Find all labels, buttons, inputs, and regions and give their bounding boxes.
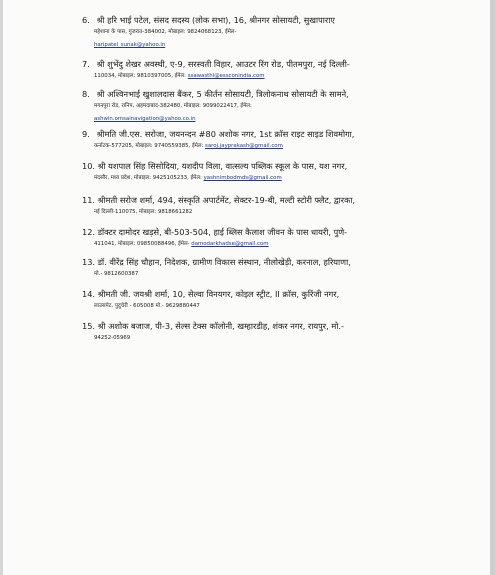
entry-line [82,320,432,332]
email-link[interactable]: ssawasthi@essconindia.com [187,73,265,80]
email-link[interactable]: yashnimbodmds@gmail.com [203,175,282,182]
entry-text: श्री अश्विनभाई खुशालदास बैंकर, 5 कीर्तन सोसायटी, त्रिलोकनाथ सोसायटी के सामने, [96,89,349,99]
entry-number: 8. [82,89,90,99]
entry-line [82,288,432,300]
entry-text: श्रीमति जी.एस. सरोजा, जयनन्दन #80 अशोक नगर, 1st क्रॉस राइट साइड शिवमोगा, [96,129,355,139]
entry-text: कर्नाटक-577205, मोबाइल: 9740559385, ईमेल: [94,143,204,150]
entry-text: श्रीमती सरोज शर्मा, 494, संस्कृति अपार्टमेंट, सेक्टर-19-बी, मल्टी स्टोरी फ्लैट, द्वारका, [97,195,356,205]
address-entry-14 [82,288,432,313]
entry-text: श्री शुभेंदु शेखर अवस्थी, ए-9, सरस्वती विहार, आउटर रिंग रोड, पीतमपुरा, नई दिल्ली- [96,59,350,69]
email-link[interactable]: haripatel_sunak@yahoo.in [94,41,166,48]
address-entry-9 [82,128,432,153]
entry-line [82,226,432,238]
entry-number: 6. [82,15,90,25]
entry-number: 11. [82,195,96,205]
entry-number: 14. [82,289,96,299]
entry-line [82,194,432,206]
entry-number: 7. [82,59,90,69]
entry-text: 411041, मोबाइल: 09850088496, ईमेल- [94,241,190,248]
entry-line [82,238,432,250]
entry-text: मंदसौर, मध्य प्रदेश, मोबाइल: 9425105233, ईमेल: [94,175,202,182]
entry-line: 94252-05969 [94,335,131,342]
page-edge [490,0,495,575]
entry-line: मगनपुरा रोड, रानिप, अहमदाबाद-382480, मोबाइल: 9099022417, ईमेल: [94,103,252,110]
entry-text: डॉ. वीरेंद्र सिंह चौहान, निदेशक, ग्रामीण विकास संस्थान, नीलोखेड़ी, करनाल, हरियाणा, [97,257,351,267]
entry-number: 12. [82,227,96,237]
entry-line [82,172,432,184]
entry-line [82,128,432,140]
entry-number: 15. [82,321,96,331]
entry-text: श्री यशपाल सिंह सिसोदिया, यशदीप विला, वात्सल्य पब्लिक स्कूल के पास, यश नगर, [97,161,348,171]
entry-line [82,58,432,70]
address-entry-7 [82,58,432,83]
email-link[interactable]: damodarkhadse@gmail.com [191,241,269,248]
address-entry-11 [82,194,432,219]
entry-line [82,160,432,172]
entry-line: लाउसपेट, पुदुचेरी - 605008 मो.- 9629880447 [94,303,200,310]
entry-number: 9. [82,129,90,139]
address-entry-8 [82,88,432,125]
entry-line [82,70,432,82]
entry-text: श्री हरि भाई पटेल, संसद सदस्य (लोक सभा), 16, श्रीनगर सोसायटी, सुखापाराए [96,15,335,25]
address-entry-10 [82,160,432,185]
entry-number: 10. [82,161,96,171]
entry-text: 110034, मोबाइल: 9810397005, ईमेल: [94,73,186,80]
address-entry-12 [82,226,432,251]
email-link[interactable]: saroj.jayprakash@gmail.com [205,143,283,150]
address-entry-6 [82,14,432,51]
entry-number: 13. [82,257,96,267]
entry-line [82,256,432,268]
address-entry-15 [82,320,432,345]
entry-line: मो.- 9812600387 [94,271,139,278]
entry-text: श्रीमती जी. जयश्री शर्मा, 10, सेल्वा विनयगर, कोइल स्ट्रीट, II क्रॉस, कुरिंजी नगर, [97,289,340,299]
entry-line [82,14,432,26]
entry-line: नई दिल्ली-110075, मोबाइल: 9818661282 [94,209,193,216]
entry-line [82,88,432,100]
email-link[interactable]: ashwin.omsainavigation@yahoo.co.in [94,115,196,122]
entry-line: महेशाना के पास, गुजरात-384002, मोबाइल: 9824068123, ईमेल- [94,29,237,36]
entry-text: श्री अशोक बजाज, पी-3, सेल्स टेक्स कॉलोनी, खम्हारडीह, शंकर नगर, रायपुर, मो.- [97,321,344,331]
address-entry-13 [82,256,432,281]
entry-line [82,140,432,152]
entry-text: डॉक्टर दामोदर खड़से, बी-503-504, हाई ब्लिस कैलाश जीवन के पास धायरी, पुणे- [97,227,348,237]
